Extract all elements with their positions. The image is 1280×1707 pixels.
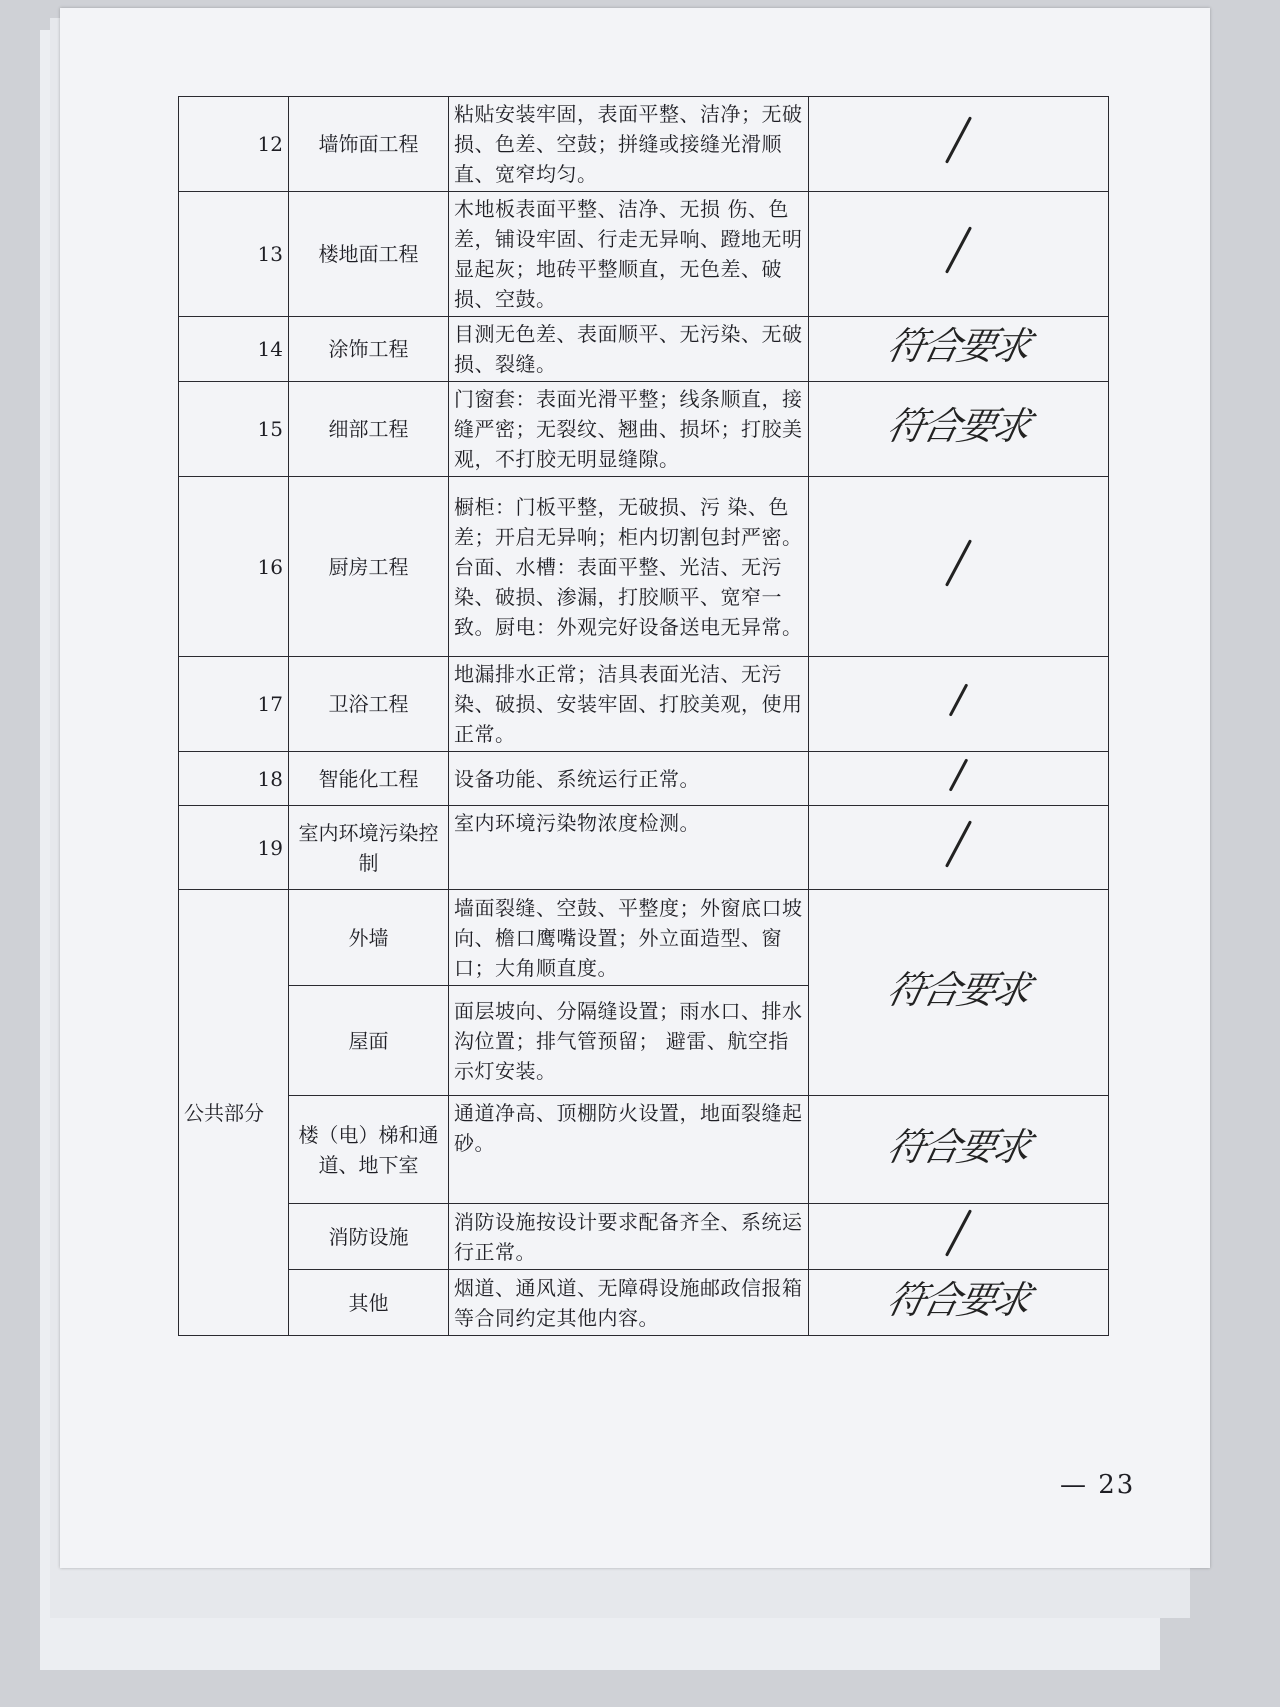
item-requirement: 室内环境污染物浓度检测。 — [449, 806, 809, 890]
slash-mark — [945, 1209, 972, 1256]
row-number: 12 — [179, 97, 289, 192]
item-requirement: 消防设施按设计要求配备齐全、系统运行正常。 — [449, 1204, 809, 1270]
item-requirement: 墙面裂缝、空鼓、平整度；外窗底口坡向、檐口鹰嘴设置；外立面造型、窗口；大角顺直度。 — [449, 890, 809, 986]
slash-mark — [945, 226, 972, 273]
result-cell — [809, 752, 1109, 806]
handwritten-result: 符合要求 — [883, 967, 1034, 1012]
table-row — [179, 317, 1109, 382]
slash-mark — [949, 758, 969, 791]
table-row — [179, 1096, 1109, 1204]
item-name: 墙饰面工程 — [289, 97, 449, 192]
document-page — [60, 8, 1210, 1568]
result-cell — [809, 890, 1109, 1096]
item-requirement: 目测无色差、表面顺平、无污染、无破损、裂缝。 — [449, 317, 809, 382]
row-number: 19 — [179, 806, 289, 890]
slash-mark — [945, 116, 972, 163]
table-row — [179, 1204, 1109, 1270]
item-name: 细部工程 — [289, 382, 449, 477]
item-requirement: 粘贴安装牢固，表面平整、洁净；无破损、色差、空鼓；拼缝或接缝光滑顺直、宽窄均匀。 — [449, 97, 809, 192]
item-name: 外墙 — [289, 890, 449, 986]
item-name: 智能化工程 — [289, 752, 449, 806]
result-cell — [809, 97, 1109, 192]
row-number: 18 — [179, 752, 289, 806]
item-requirement: 设备功能、系统运行正常。 — [449, 752, 809, 806]
item-requirement: 面层坡向、分隔缝设置；雨水口、排水沟位置；排气管预留； 避雷、航空指示灯安装。 — [449, 986, 809, 1096]
page-number: — 23 — [1060, 1470, 1136, 1500]
table-row — [179, 752, 1109, 806]
item-name: 楼（电）梯和通道、地下室 — [289, 1096, 449, 1204]
result-cell — [809, 382, 1109, 477]
item-name: 厨房工程 — [289, 477, 449, 657]
item-requirement: 通道净高、顶棚防火设置，地面裂缝起砂。 — [449, 1096, 809, 1204]
item-requirement: 烟道、通风道、无障碍设施邮政信报箱等合同约定其他内容。 — [449, 1270, 809, 1336]
result-cell — [809, 1270, 1109, 1336]
inspection-table — [178, 96, 1109, 1336]
result-cell — [809, 806, 1109, 890]
item-name: 消防设施 — [289, 1204, 449, 1270]
result-cell — [809, 1204, 1109, 1270]
table-row — [179, 97, 1109, 192]
table-row — [179, 477, 1109, 657]
table-row — [179, 192, 1109, 317]
result-cell — [809, 657, 1109, 752]
handwritten-result: 符合要求 — [883, 404, 1034, 448]
handwritten-result: 符合要求 — [883, 1277, 1034, 1322]
item-name: 室内环境污染控制 — [289, 806, 449, 890]
public-section-label: 公共部分 — [179, 890, 289, 1336]
item-requirement: 门窗套：表面光滑平整；线条顺直，接缝严密；无裂纹、翘曲、损坏；打胶美观，不打胶无明显缝隙。 — [449, 382, 809, 477]
item-name: 其他 — [289, 1270, 449, 1336]
handwritten-result: 符合要求 — [883, 324, 1034, 368]
table-row — [179, 890, 1109, 986]
item-name: 卫浴工程 — [289, 657, 449, 752]
table-row — [179, 1270, 1109, 1336]
handwritten-result: 符合要求 — [883, 1124, 1034, 1169]
slash-mark — [945, 539, 972, 586]
row-number: 14 — [179, 317, 289, 382]
result-cell — [809, 1096, 1109, 1204]
table-row — [179, 657, 1109, 752]
row-number: 15 — [179, 382, 289, 477]
table-row — [179, 382, 1109, 477]
item-requirement: 橱柜：门板平整，无破损、污 染、色差；开启无异响；柜内切割包封严密。台面、水槽：表面平整、光洁、无污染、破损、渗漏，打胶顺平、宽窄一致。厨电：外观完好设备送电无异常。 — [449, 477, 809, 657]
slash-mark — [945, 820, 972, 867]
result-cell — [809, 477, 1109, 657]
result-cell — [809, 192, 1109, 317]
row-number: 16 — [179, 477, 289, 657]
row-number: 17 — [179, 657, 289, 752]
result-cell — [809, 317, 1109, 382]
item-name: 涂饰工程 — [289, 317, 449, 382]
item-requirement: 木地板表面平整、洁净、无损 伤、色差，铺设牢固、行走无异响、蹬地无明显起灰；地砖平整顺直，无色差、破损、空鼓。 — [449, 192, 809, 317]
item-name: 楼地面工程 — [289, 192, 449, 317]
slash-mark — [949, 683, 969, 716]
item-name: 屋面 — [289, 986, 449, 1096]
item-requirement: 地漏排水正常；洁具表面光洁、无污染、破损、安装牢固、打胶美观，使用正常。 — [449, 657, 809, 752]
table-row — [179, 806, 1109, 890]
row-number: 13 — [179, 192, 289, 317]
